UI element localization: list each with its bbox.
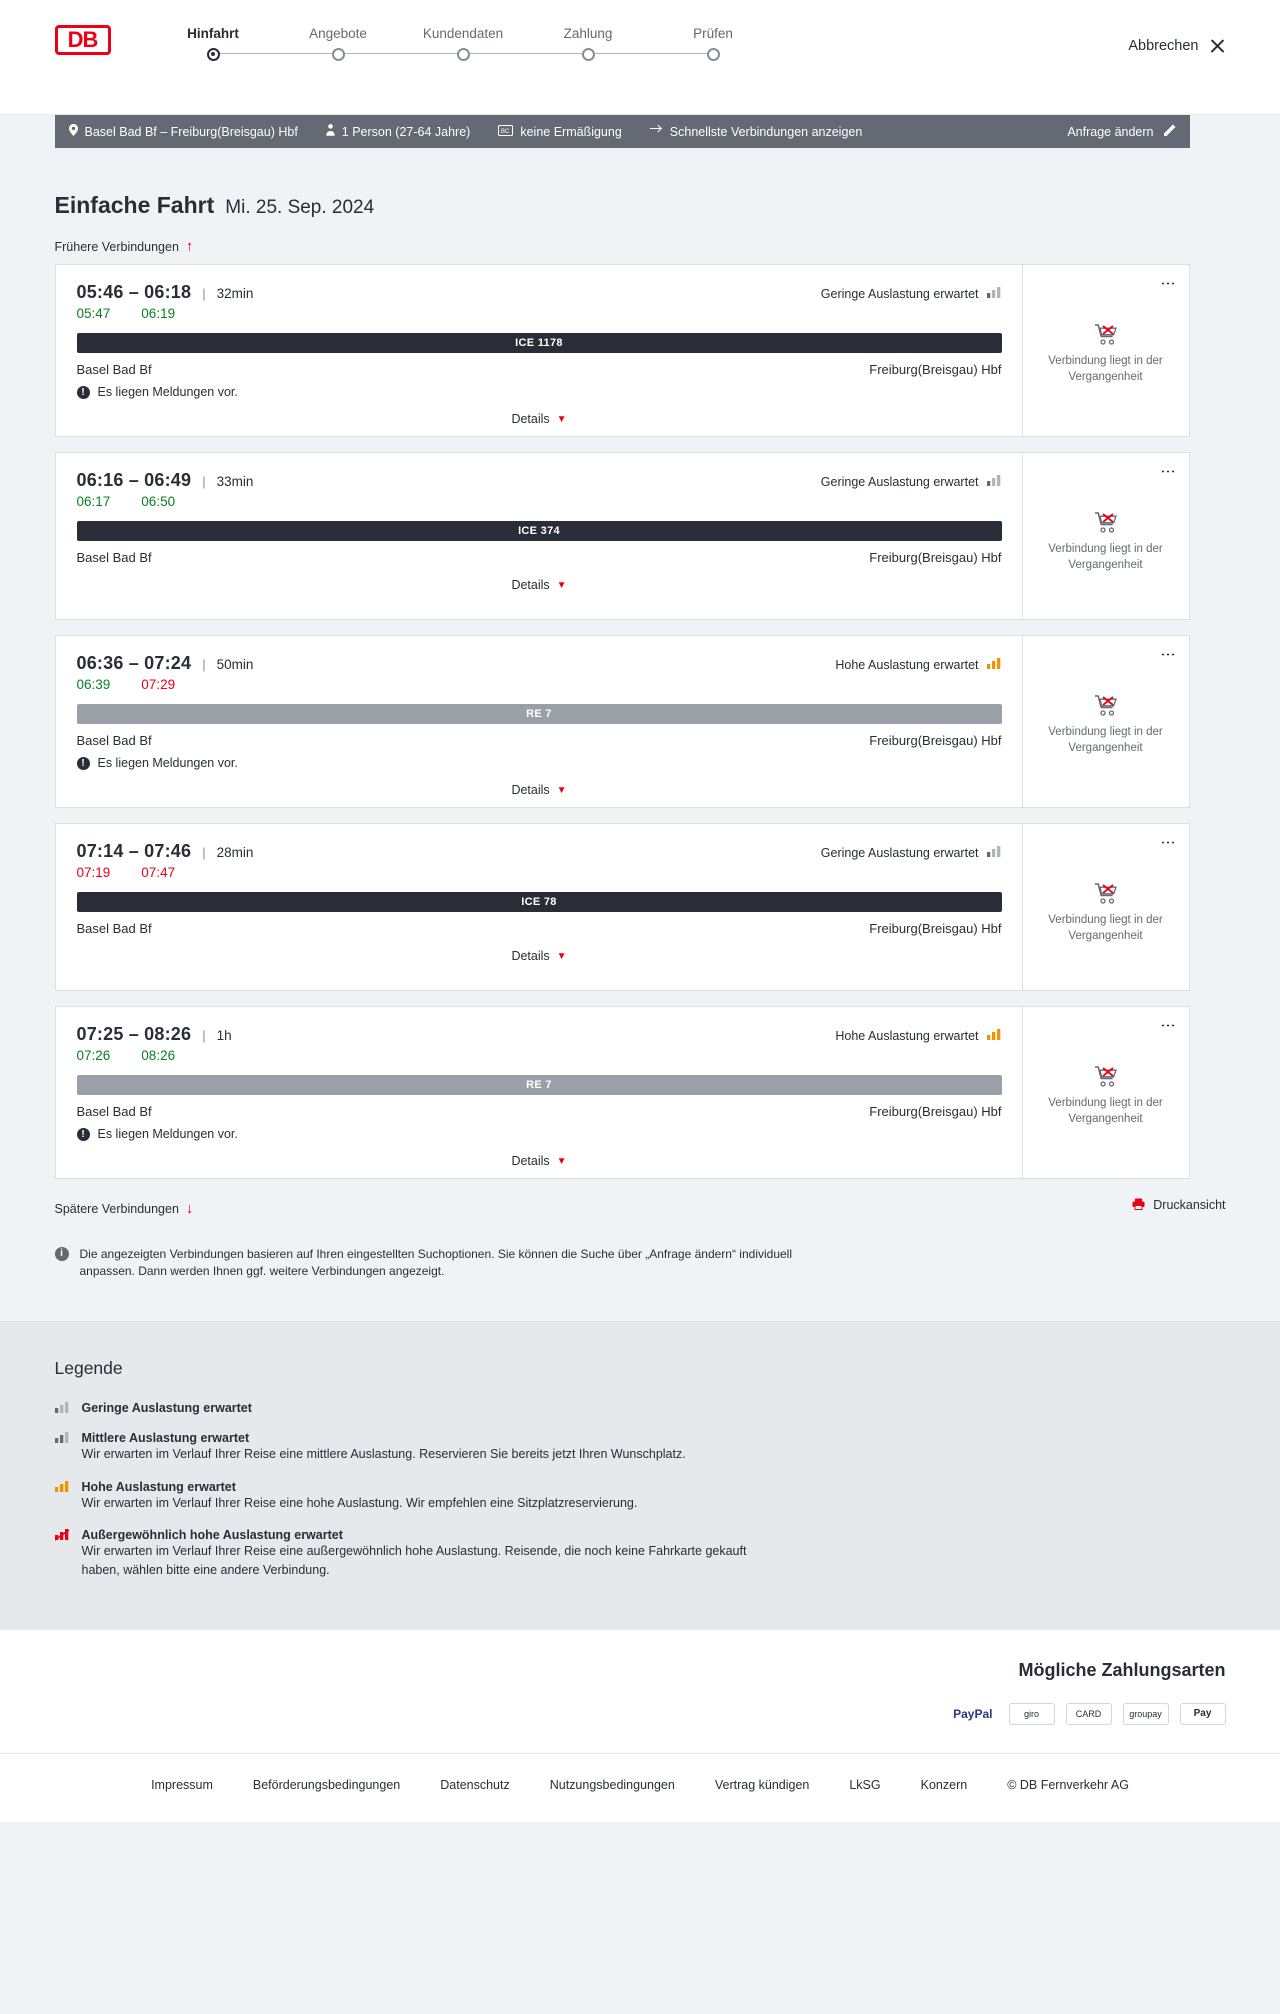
details-toggle[interactable] <box>77 949 1002 963</box>
connection-card[interactable] <box>55 823 1190 991</box>
step-dot <box>332 48 345 61</box>
cart-unavailable-icon <box>1094 882 1118 904</box>
occupancy-icon <box>55 1528 70 1580</box>
connection-message-text: Es liegen Meldungen vor. <box>97 385 238 399</box>
page-title-date: Mi. 25. Sep. 2024 <box>225 197 375 218</box>
occupancy-indicator <box>835 658 1001 673</box>
occupancy-indicator <box>821 846 1002 861</box>
details-label: Details <box>511 949 550 963</box>
time-separator: | <box>202 474 206 489</box>
print-view-button[interactable] <box>1132 1198 1225 1213</box>
predicted-departure: 06:39 <box>76 677 111 692</box>
origin-station: Basel Bad Bf <box>76 362 152 377</box>
predicted-departure: 05:47 <box>76 306 111 321</box>
origin-station: Basel Bad Bf <box>76 550 152 565</box>
occupancy-icon <box>987 475 1002 490</box>
legend-heading: Außergewöhnlich hohe Auslastung erwartet <box>81 1528 343 1543</box>
connection-message[interactable] <box>77 756 1002 770</box>
details-label: Details <box>511 578 550 592</box>
train-badge[interactable] <box>77 521 1002 541</box>
applepay-logo: Pay <box>1180 1703 1226 1725</box>
legend-body <box>82 1480 638 1513</box>
step-connector <box>338 53 463 54</box>
connection-duration: 33min <box>216 474 254 489</box>
origin-station: Basel Bad Bf <box>76 733 152 748</box>
occupancy-icon <box>987 846 1002 861</box>
connection-actions <box>1023 1007 1189 1178</box>
details-label: Details <box>511 783 550 797</box>
connection-stations <box>77 1104 1002 1119</box>
arrow-up-icon: ↑ <box>185 238 194 255</box>
connection-details <box>56 265 1023 436</box>
printer-icon <box>1132 1198 1145 1213</box>
giropay-logo: giro <box>1009 1703 1055 1725</box>
connection-stations <box>77 733 1002 748</box>
legend-description: Wir erwarten im Verlauf Ihrer Reise eine mittlere Auslastung. Reservieren Sie bereits jetzt Ihren Wunschplatz. <box>81 1446 686 1461</box>
legend-body <box>82 1528 772 1580</box>
connection-details <box>56 1007 1023 1178</box>
creditcard-logo: CARD <box>1066 1703 1112 1725</box>
occupancy-label: Hohe Auslastung erwartet <box>835 1029 979 1043</box>
occupancy-indicator <box>821 287 1002 302</box>
connection-message[interactable] <box>77 385 1002 399</box>
query-passengers <box>326 124 489 139</box>
cancel-button-label: Abbrechen <box>1128 38 1199 54</box>
occupancy-icon <box>987 658 1002 673</box>
step-zahlung[interactable] <box>526 26 651 67</box>
legend-body <box>82 1401 252 1415</box>
more-options-button[interactable]: ⋮ <box>1159 1018 1177 1033</box>
connection-duration: 1h <box>216 1028 232 1043</box>
more-options-button[interactable]: ⋮ <box>1159 647 1177 662</box>
connection-past-notice: Verbindung liegt in der Vergangenheit <box>1048 1097 1163 1125</box>
legend-heading: Geringe Auslastung erwartet <box>81 1400 252 1415</box>
checkout-stepper <box>151 26 776 67</box>
train-name: RE 7 <box>526 1079 552 1091</box>
connection-past-notice: Verbindung liegt in der Vergangenheit <box>1048 543 1163 571</box>
connection-actions <box>1023 453 1189 619</box>
arrow-down-icon: ↓ <box>185 1200 194 1217</box>
connection-message-text: Es liegen Meldungen vor. <box>97 756 238 770</box>
chevron-down-icon: ▼ <box>556 784 567 796</box>
legend-heading: Hohe Auslastung erwartet <box>81 1479 236 1494</box>
cart-unavailable-icon <box>1094 694 1118 716</box>
svg-text:BC: BC <box>501 128 510 135</box>
connection-stations <box>77 550 1002 565</box>
footer-link-bef-rderungsbedingungen[interactable]: Beförderungsbedingungen <box>252 1777 401 1792</box>
destination-station: Freiburg(Breisgau) Hbf <box>869 362 1002 377</box>
connection-card[interactable] <box>55 1006 1190 1179</box>
legend-item <box>55 1480 1243 1513</box>
footer-link-konzern[interactable]: Konzern <box>920 1777 968 1792</box>
footer-link-lksg[interactable]: LkSG <box>849 1777 881 1792</box>
step-label: Hinfahrt <box>187 26 239 41</box>
predicted-arrival: 08:26 <box>141 1048 176 1063</box>
site-header <box>0 0 1280 115</box>
db-logo[interactable]: DB <box>55 25 111 55</box>
connection-actions <box>1023 824 1189 990</box>
footer-copyright: © DB Fernverkehr AG <box>1007 1777 1129 1792</box>
site-footer <box>0 1753 1280 1822</box>
predicted-departure: 06:17 <box>76 494 111 509</box>
step-hinfahrt[interactable] <box>151 26 276 67</box>
query-bar <box>55 115 1190 148</box>
occupancy-label: Geringe Auslastung erwartet <box>820 846 979 860</box>
cart-unavailable-icon <box>1094 511 1118 533</box>
legend-description: Wir erwarten im Verlauf Ihrer Reise eine hohe Auslastung. Wir empfehlen eine Sitzplatzreservierung. <box>81 1495 638 1510</box>
legend-title: Legende <box>54 1357 123 1378</box>
close-icon <box>1209 38 1225 54</box>
chevron-down-icon: ▼ <box>556 950 567 962</box>
legend-item <box>55 1528 1243 1580</box>
footer-link-vertrag-k-ndigen[interactable]: Vertrag kündigen <box>714 1777 810 1792</box>
train-name: RE 7 <box>526 708 552 720</box>
earlier-connections-label: Frühere Verbindungen <box>54 239 179 254</box>
step-dot <box>707 48 720 61</box>
predicted-departure: 07:26 <box>76 1048 111 1063</box>
footer-links <box>38 1778 1243 1792</box>
list-bottom-row <box>38 1194 1243 1216</box>
connection-actions <box>1023 636 1189 807</box>
occupancy-label: Geringe Auslastung erwartet <box>820 475 979 489</box>
train-name: ICE 1178 <box>515 337 563 349</box>
connection-time-range: 05:46 – 06:18 <box>76 282 192 302</box>
legend-item <box>55 1401 1243 1415</box>
occupancy-indicator <box>835 1029 1001 1044</box>
footer-link-impressum[interactable]: Impressum <box>151 1777 213 1792</box>
payment-title: Mögliche Zahlungsarten <box>1018 1659 1226 1680</box>
warning-icon: ! <box>77 386 90 399</box>
train-name: ICE 374 <box>518 525 560 537</box>
step-dot-wrapper <box>651 41 776 67</box>
details-toggle[interactable] <box>77 578 1002 592</box>
change-query-label: Anfrage ändern <box>1067 124 1154 139</box>
connection-card[interactable] <box>55 452 1190 620</box>
query-bar-wrapper <box>38 115 1243 148</box>
payment-methods <box>38 1703 1226 1725</box>
connection-predictions <box>77 494 1002 509</box>
connection-time-range: 07:25 – 08:26 <box>76 1024 192 1044</box>
origin-station: Basel Bad Bf <box>76 921 152 936</box>
connection-details <box>56 453 1023 619</box>
chevron-down-icon: ▼ <box>556 413 567 425</box>
occupancy-indicator <box>821 475 1002 490</box>
occupancy-label: Hohe Auslastung erwartet <box>835 658 979 672</box>
later-connections-label: Spätere Verbindungen <box>54 1201 179 1216</box>
step-prüfen[interactable] <box>651 26 776 67</box>
occupancy-icon <box>987 287 1002 302</box>
search-note <box>55 1246 835 1281</box>
legend-description: Wir erwarten im Verlauf Ihrer Reise eine außergewöhnlich hohe Auslastung. Reisende, die noch keine Fahrkarte gekauft haben, wählen bitte eine andere Verbindung. <box>81 1544 747 1578</box>
groupay-logo: groupay <box>1123 1703 1169 1725</box>
connection-header <box>77 841 1002 862</box>
connection-predictions <box>77 677 1002 692</box>
occupancy-icon <box>55 1480 70 1513</box>
predicted-arrival: 06:50 <box>141 494 176 509</box>
connection-header <box>77 470 1002 491</box>
occupancy-icon <box>55 1431 70 1464</box>
step-connector <box>213 53 338 54</box>
swap-arrows-icon <box>650 125 663 139</box>
connection-card[interactable] <box>55 264 1190 437</box>
step-dot-wrapper <box>151 41 276 67</box>
cancel-button[interactable] <box>1128 38 1224 54</box>
search-note-text: Die angezeigten Verbindungen basieren auf Ihren eingestellten Suchoptionen. Sie können die Suche über „Anfrage ändern“ individuell anpassen. Dann werden Ihnen ggf. weitere Verbindungen angezeigt. <box>79 1247 793 1279</box>
predicted-arrival: 07:29 <box>141 677 176 692</box>
paypal-logo: PayPal <box>948 1703 997 1725</box>
change-query-button[interactable] <box>1067 124 1175 139</box>
connection-time-range: 06:16 – 06:49 <box>76 470 192 490</box>
legend-heading: Mittlere Auslastung erwartet <box>81 1430 250 1445</box>
connection-message-text: Es liegen Meldungen vor. <box>97 1127 238 1141</box>
connection-header <box>77 653 1002 674</box>
connection-past-notice: Verbindung liegt in der Vergangenheit <box>1048 726 1163 754</box>
connection-time-range: 06:36 – 07:24 <box>76 653 192 673</box>
legend-item <box>55 1431 1243 1464</box>
step-label: Angebote <box>309 26 367 41</box>
connection-stations <box>77 921 1002 936</box>
more-options-button[interactable]: ⋮ <box>1159 835 1177 850</box>
connection-details <box>56 636 1023 807</box>
origin-station: Basel Bad Bf <box>76 1104 152 1119</box>
time-separator: | <box>202 286 206 301</box>
connection-list <box>38 264 1243 1179</box>
connection-predictions <box>77 865 1002 880</box>
person-icon <box>326 124 335 139</box>
earlier-connections-button[interactable] <box>55 239 194 254</box>
step-dot <box>207 48 220 61</box>
connection-details <box>56 824 1023 990</box>
time-separator: | <box>202 1028 206 1043</box>
train-name: ICE 78 <box>521 896 557 908</box>
step-label: Zahlung <box>563 26 613 41</box>
time-separator: | <box>202 845 206 860</box>
connection-duration: 32min <box>216 286 254 301</box>
cart-unavailable-icon <box>1094 1065 1118 1087</box>
page-title-text: Einfache Fahrt <box>54 192 215 218</box>
more-options-button[interactable]: ⋮ <box>1159 276 1177 291</box>
legend-section <box>0 1321 1280 1630</box>
chevron-down-icon: ▼ <box>556 579 567 591</box>
payment-section <box>0 1630 1280 1753</box>
query-option-label: Schnellste Verbindungen anzeigen <box>669 124 863 139</box>
train-badge[interactable] <box>77 704 1002 724</box>
step-dot-wrapper <box>276 41 401 67</box>
connection-duration: 28min <box>216 845 254 860</box>
location-pin-icon <box>69 124 78 139</box>
predicted-arrival: 07:47 <box>141 865 176 880</box>
query-route-label: Basel Bad Bf – Freiburg(Breisgau) Hbf <box>84 124 298 139</box>
destination-station: Freiburg(Breisgau) Hbf <box>869 733 1002 748</box>
occupancy-label: Geringe Auslastung erwartet <box>820 287 979 301</box>
footer-link-datenschutz[interactable]: Datenschutz <box>440 1777 510 1792</box>
predicted-arrival: 06:19 <box>141 306 176 321</box>
step-dot-wrapper <box>401 41 526 67</box>
legend-body <box>82 1431 686 1464</box>
predicted-departure: 07:19 <box>76 865 111 880</box>
connection-header <box>77 1024 1002 1045</box>
query-discount <box>498 125 639 139</box>
details-label: Details <box>511 1154 550 1168</box>
cart-unavailable-icon <box>1094 323 1118 345</box>
connection-past-notice: Verbindung liegt in der Vergangenheit <box>1048 914 1163 942</box>
step-label: Prüfen <box>693 26 733 41</box>
step-angebote[interactable] <box>276 26 401 67</box>
details-toggle[interactable] <box>77 1154 1002 1168</box>
details-label: Details <box>511 412 550 426</box>
main-content <box>38 148 1243 1321</box>
connection-header <box>77 282 1002 303</box>
connection-stations <box>77 362 1002 377</box>
occupancy-icon <box>987 1029 1002 1044</box>
connection-time-range: 07:14 – 07:46 <box>76 841 192 861</box>
warning-icon: ! <box>77 1128 90 1141</box>
connection-predictions <box>77 306 1002 321</box>
time-separator: | <box>202 657 206 672</box>
legend-items <box>55 1401 1243 1580</box>
warning-icon: ! <box>77 757 90 770</box>
info-icon: i <box>55 1247 69 1261</box>
connection-past-notice: Verbindung liegt in der Vergangenheit <box>1048 355 1163 383</box>
details-toggle[interactable] <box>77 412 1002 426</box>
step-label: Kundendaten <box>422 26 504 41</box>
train-badge[interactable] <box>77 333 1002 353</box>
connection-message[interactable] <box>77 1127 1002 1141</box>
destination-station: Freiburg(Breisgau) Hbf <box>869 550 1002 565</box>
step-dot <box>582 48 595 61</box>
later-connections-button[interactable] <box>55 1201 194 1216</box>
step-dot-wrapper <box>526 41 651 67</box>
bahncard-icon <box>498 125 513 139</box>
step-connector <box>588 53 713 54</box>
step-connector <box>463 53 588 54</box>
details-toggle[interactable] <box>77 783 1002 797</box>
connection-actions <box>1023 265 1189 436</box>
connection-predictions <box>77 1048 1002 1063</box>
step-dot <box>457 48 470 61</box>
connection-card[interactable] <box>55 635 1190 808</box>
query-passengers-label: 1 Person (27-64 Jahre) <box>341 124 471 139</box>
train-badge[interactable] <box>77 1075 1002 1095</box>
chevron-down-icon: ▼ <box>556 1155 567 1167</box>
step-kundendaten[interactable] <box>401 26 526 67</box>
connection-duration: 50min <box>216 657 254 672</box>
destination-station: Freiburg(Breisgau) Hbf <box>869 1104 1002 1119</box>
footer-link-nutzungsbedingungen[interactable]: Nutzungsbedingungen <box>549 1777 675 1792</box>
page-title <box>38 148 1243 219</box>
query-discount-label: keine Ermäßigung <box>520 124 622 139</box>
print-view-label: Druckansicht <box>1153 1198 1226 1212</box>
destination-station: Freiburg(Breisgau) Hbf <box>869 921 1002 936</box>
train-badge[interactable] <box>77 892 1002 912</box>
more-options-button[interactable]: ⋮ <box>1159 464 1177 479</box>
query-option <box>650 125 881 139</box>
pencil-icon <box>1164 124 1176 139</box>
query-route <box>69 124 316 139</box>
occupancy-icon <box>55 1401 70 1415</box>
